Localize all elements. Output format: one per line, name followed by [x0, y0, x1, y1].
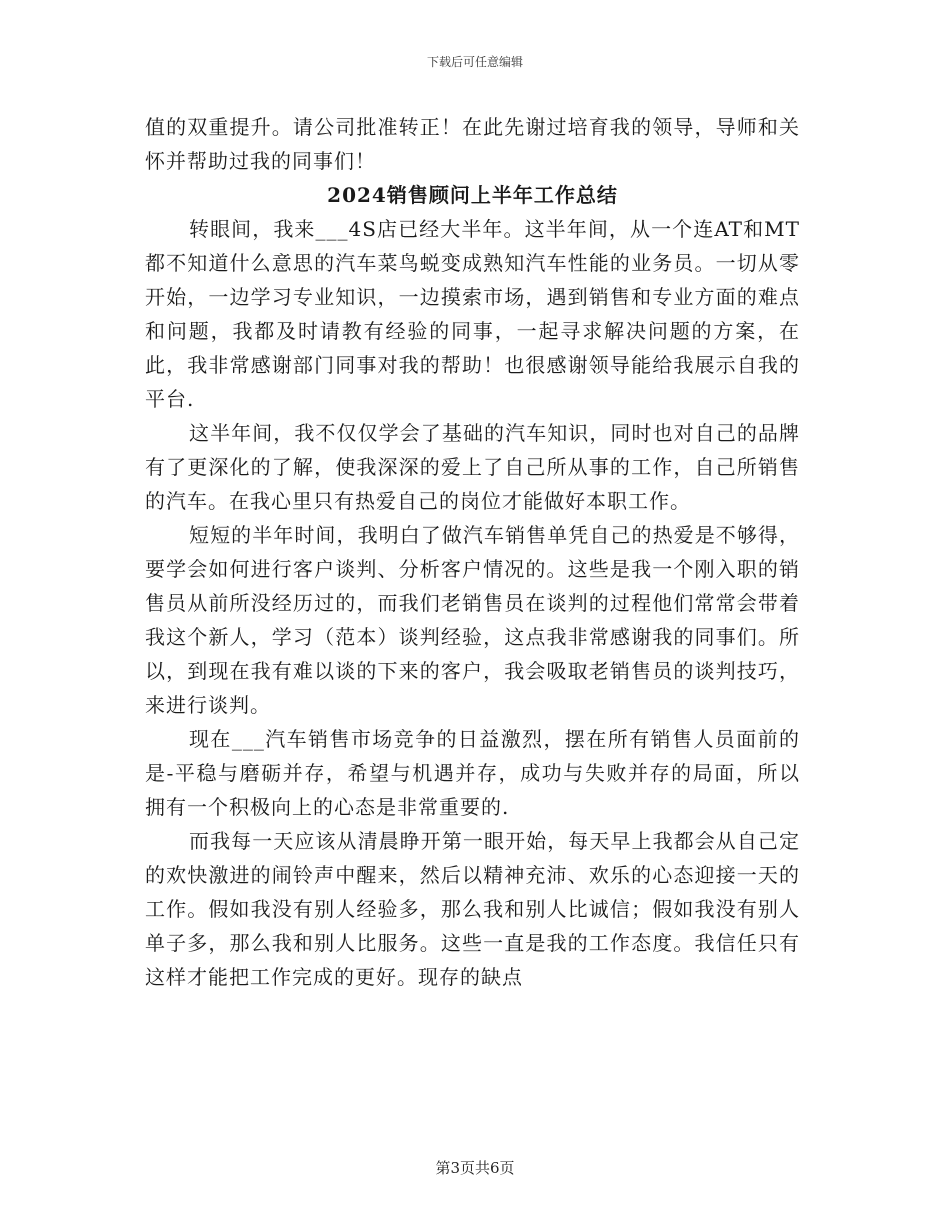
body-paragraph: 现在___汽车销售市场竞争的日益激烈，摆在所有销售人员面前的是-平稳与磨砺并存，希望与机遇并存，成功与失败并存的局面，所以拥有一个积极向上的心态是非常重要的.	[145, 727, 800, 819]
page-footer: 第3页共6页	[435, 1159, 515, 1177]
body-paragraph: 这半年间，我不仅仅学会了基础的汽车知识，同时也对自己的品牌有了更深化的了解，使我深深的爱上了自己所从事的工作，自己所销售的汽车。在我心里只有热爱自己的岗位才能做好本职工作。	[145, 421, 800, 513]
continuation-paragraph: 值的双重提升。请公司批准转正！在此先谢过培育我的领导，导师和关怀并帮助过我的同事们！	[145, 115, 800, 173]
body-paragraph: 而我每一天应该从清晨睁开第一眼开始，每天早上我都会从自己定的欢快激进的闹铃声中醒来，然后以精神充沛、欢乐的心态迎接一天的工作。假如我没有别人经验多，那么我和别人比诚信；假如我没有别人单子多，那么我和别人比服务。这些一直是我的工作态度。我信任只有这样才能把工作完成的更好。现存的缺点	[145, 829, 800, 989]
document-body	[145, 110, 800, 994]
page-header: 下载后可任意编辑	[426, 55, 523, 69]
body-paragraph: 短短的半年时间，我明白了做汽车销售单凭自己的热爱是不够得，要学会如何进行客户谈判、分析客户情况的。这些是我一个刚入职的销售员从前所没经历过的，而我们老销售员在谈判的过程他们常常会带着我这个新人，学习（范本）谈判经验，这点我非常感谢我的同事们。所以，到现在我有难以谈的下来的客户，我会吸取老销售员的谈判技巧，来进行谈判。	[145, 523, 800, 717]
body-paragraph: 转眼间，我来___4S店已经大半年。这半年间，从一个连AT和MT都不知道什么意思的汽车菜鸟蜕变成熟知汽车性能的业务员。一切从零开始，一边学习专业知识，一边摸索市场，遇到销售和专业方面的难点和问题，我都及时请教有经验的同事，一起寻求解决问题的方案，在此，我非常感谢部门同事对我的帮助！也很感谢领导能给我展示自我的平台.	[145, 217, 800, 411]
document-title: 2024销售顾问上半年工作总结	[327, 183, 618, 207]
